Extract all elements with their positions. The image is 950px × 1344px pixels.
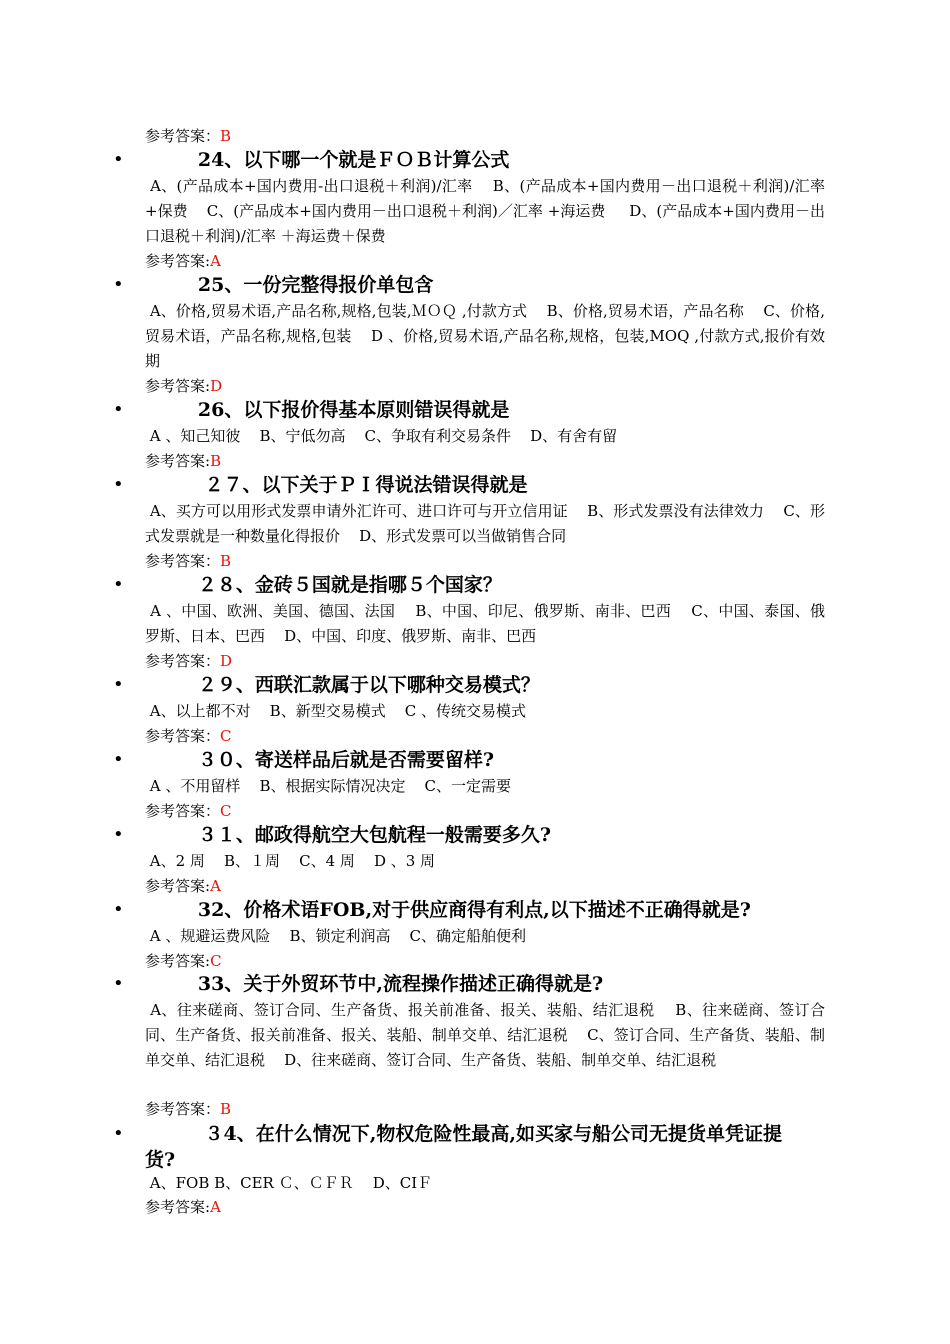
answer-value: D <box>210 377 223 395</box>
answer-line <box>145 650 232 672</box>
answer-label: 参考答案 <box>145 802 206 820</box>
answer-separator: ： <box>205 127 221 145</box>
question-title: 32、价格术语FOB,对于供应商得有利点,以下描述不正确得就是? <box>145 899 751 921</box>
answer-label: 参考答案 <box>145 552 206 570</box>
answer-line <box>145 1098 231 1120</box>
bullet-icon: • <box>113 749 124 770</box>
answer-label: 参考答案 <box>145 1198 206 1216</box>
question-options: A、价格,贸易术语,产品名称,规格,包装,ＭＯＱ ,付款方式 B、价格,贸易术语，产品名称 C、价格,贸易术语，产品名称,规格,包装 D 、价格,贸易术语,产品名称,规格，包装,MOQ ,付款方式,报价有效期 <box>145 302 825 370</box>
answer-value: A <box>210 877 221 895</box>
question-options: A、FOB B、CER Ｃ、ＣＦＲ D、CIＦ <box>145 1174 433 1192</box>
answer-label: 参考答案 <box>145 952 206 970</box>
answer-label: 参考答案 <box>145 727 206 745</box>
answer-separator: ： <box>205 727 221 745</box>
question-options: A、往来磋商、签订合同、生产备货、报关前准备、报关、装船、结汇退税 B、往来磋商、签订合同、生产备货、报关前准备、报关、装船、制单交单、结汇退税 C、签订合同、生产备货、装船、制单交单、结汇退税 D、往来磋商、签订合同、生产备货、装船、制单交单、结汇退税 <box>145 1001 825 1069</box>
answer-separator: : <box>205 877 211 895</box>
answer-line <box>145 550 231 572</box>
bullet-icon: • <box>113 824 124 845</box>
answer-separator: : <box>205 452 211 470</box>
bullet-icon: • <box>113 1123 124 1144</box>
answer-label: 参考答案 <box>145 652 206 670</box>
answer-label: 参考答案 <box>145 127 206 145</box>
question-title: 25、一份完整得报价单包含 <box>145 274 434 296</box>
question-options: A 、规避运费风险 B、锁定利润高 C、确定船舶便利 <box>145 927 527 945</box>
question-options: A、2 周 B、１周 C、4 周 D 、3 周 <box>145 852 436 870</box>
bullet-icon: • <box>113 399 124 420</box>
answer-value: B <box>210 452 222 470</box>
answer-value: C <box>220 727 232 745</box>
question-title: 24、以下哪一个就是ＦＯＢ计算公式 <box>145 149 510 171</box>
question-options: A 、中国、欧洲、美国、德国、法国 B、中国、印尼、俄罗斯、南非、巴西 C、中国、泰国、俄罗斯、日本、巴西 D、中国、印度、俄罗斯、南非、巴西 <box>145 602 826 645</box>
answer-label: 参考答案 <box>145 1100 206 1118</box>
answer-label: 参考答案 <box>145 452 206 470</box>
bullet-icon: • <box>113 274 124 295</box>
question-options: A、以上都不对 B、新型交易模式 C 、传统交易模式 <box>145 702 527 720</box>
question-options: A、买方可以用形式发票申请外汇许可、进口许可与开立信用证 B、形式发票没有法律效力 C、形式发票就是一种数量化得报价 D、形式发票可以当做销售合同 <box>145 502 825 545</box>
question-title: ２８、金砖５国就是指哪５个国家？ <box>145 574 502 596</box>
answer-separator: : <box>205 1198 211 1216</box>
question-options: A、(产品成本+国内费用-出口退税＋利润)/汇率 B、(产品成本+国内费用－出口退税＋利润)/汇率 +保费 C、(产品成本+国内费用－出口退税＋利润)／汇率 +海运费 D、(产品成本+国内费用－出口退税＋利润)/汇率 ＋海运费＋保费 <box>145 177 830 245</box>
answer-line <box>145 1196 221 1218</box>
bullet-icon: • <box>113 899 124 920</box>
answer-separator: : <box>205 252 211 270</box>
bullet-icon: • <box>113 574 124 595</box>
bullet-icon: • <box>113 674 124 695</box>
question-options: A 、不用留样 B、根据实际情况决定 C、一定需要 <box>145 777 512 795</box>
answer-value: C <box>220 802 232 820</box>
answer-value: B <box>220 127 232 145</box>
question-title: ２７、以下关于ＰＩ得说法错误得就是 <box>145 474 528 496</box>
answer-value: A <box>210 252 221 270</box>
bullet-icon: • <box>113 149 124 170</box>
answer-line <box>145 725 232 747</box>
answer-label: 参考答案 <box>145 877 206 895</box>
answer-value: B <box>220 552 232 570</box>
bullet-icon: • <box>113 474 124 495</box>
answer-separator: ： <box>205 1100 221 1118</box>
question-title: ３０、寄送样品后就是否需要留样? <box>145 749 495 771</box>
answer-line <box>145 250 221 272</box>
question-title: ２９、西联汇款属于以下哪种交易模式？ <box>145 674 540 696</box>
answer-separator: ： <box>205 552 221 570</box>
answer-line <box>145 375 222 397</box>
answer-value: D <box>220 652 233 670</box>
answer-separator: ： <box>205 652 221 670</box>
answer-line <box>145 950 222 972</box>
answer-separator: : <box>205 377 211 395</box>
answer-separator: ： <box>205 802 221 820</box>
answer-label: 参考答案 <box>145 377 206 395</box>
bullet-icon: • <box>113 973 124 994</box>
answer-value: A <box>210 1198 221 1216</box>
answer-line-23 <box>145 125 231 147</box>
answer-line <box>145 800 232 822</box>
question-options: A 、知己知彼 B、宁低勿高 C、争取有利交易条件 D、有舍有留 <box>145 427 618 445</box>
answer-line <box>145 875 221 897</box>
question-title: ３4、在什么情况下,物权危险性最高,如买家与船公司无提货单凭证提货? <box>145 1123 782 1171</box>
answer-value: B <box>220 1100 232 1118</box>
question-title: 33、关于外贸环节中,流程操作描述正确得就是? <box>145 973 604 995</box>
question-title: 26、以下报价得基本原则错误得就是 <box>145 399 510 421</box>
answer-label: 参考答案 <box>145 252 206 270</box>
answer-line <box>145 450 221 472</box>
answer-value: C <box>210 952 222 970</box>
answer-separator: : <box>205 952 211 970</box>
question-title: ３１、邮政得航空大包航程一般需要多久? <box>145 824 552 846</box>
